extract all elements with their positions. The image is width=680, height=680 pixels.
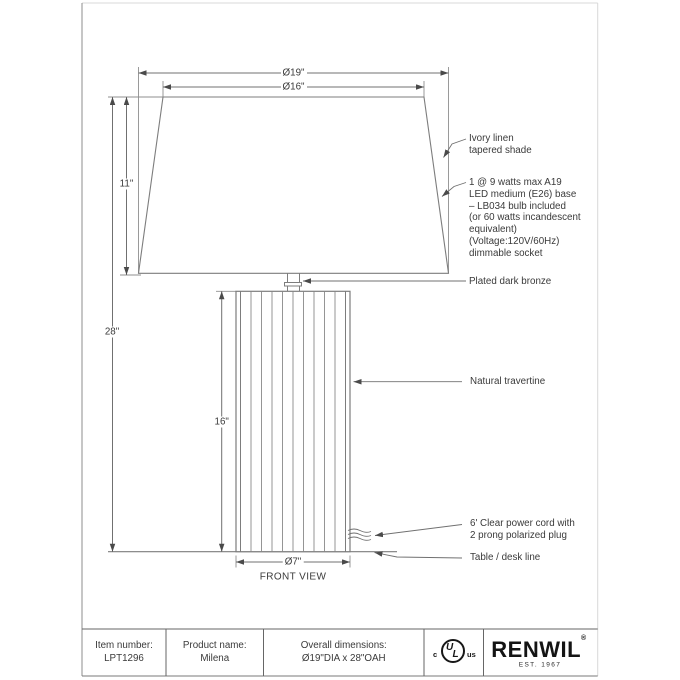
ul-mark-l: L	[452, 648, 459, 660]
annotation-bulb-line1: 1 @ 9 watts max A19	[469, 177, 562, 188]
annotation-cord	[470, 518, 575, 542]
lamp-neck-outline	[285, 273, 302, 291]
annotation-bulb-line2: LED medium (E26) base	[469, 188, 577, 200]
annotation-bulb-line7: dimmable socket	[469, 247, 543, 259]
leader-cord	[375, 525, 462, 536]
annotation-body: Natural travertine	[470, 376, 546, 387]
power-cord-squiggle	[348, 529, 371, 540]
ul-mark-u: U	[446, 641, 454, 653]
dim-label-shade-bottom-diameter: Ø16"	[282, 81, 305, 92]
lamp-body-outline	[236, 291, 350, 551]
overall-dimensions-value: Ø19"DIA x 28"OAH	[301, 652, 386, 664]
dim-label-shade-top-diameter: Ø19"	[282, 67, 305, 78]
lamp-shade-outline	[139, 97, 449, 273]
annotation-bulb-line4: (or 60 watts incandescent	[469, 212, 581, 224]
renwil-name: RENWIL	[491, 637, 582, 662]
title-block-item-number	[82, 629, 166, 676]
title-block-product-name	[166, 629, 264, 676]
product-name-label: Product name:	[182, 640, 247, 651]
title-block-overall-dimensions	[264, 629, 425, 676]
dim-label-base-diameter: Ø7"	[284, 556, 302, 568]
annotation-bulb	[469, 177, 581, 260]
renwil-registered-mark: ®	[581, 635, 587, 642]
renwil-est-1967: EST. 1967	[518, 661, 562, 669]
annotation-shade-line1: Ivory linen	[469, 133, 514, 144]
overall-dimensions-label: Overall dimensions:	[300, 640, 387, 651]
annotation-cord-line1: 6' Clear power cord with	[470, 518, 575, 529]
item-number-label: Item number:	[95, 640, 153, 651]
annotation-bulb-line5: equivalent)	[469, 224, 517, 236]
annotation-cord-line2: 2 prong polarized plug	[470, 529, 567, 541]
dim-label-body-height: 16"	[214, 416, 229, 427]
annotation-neck: Plated dark bronze	[469, 276, 552, 287]
ul-mark-c: c	[433, 650, 438, 659]
ul-mark-us: us	[467, 650, 476, 659]
annotation-shade-line2: tapered shade	[469, 144, 532, 156]
product-name-value: Milena	[200, 652, 230, 664]
annotation-bulb-line6: (Voltage:120V/60Hz)	[469, 235, 560, 247]
dim-label-overall-height: 28"	[104, 326, 120, 338]
annotation-table: Table / desk line	[470, 552, 541, 563]
leader-shade	[444, 139, 467, 158]
renwil-wordmark	[491, 637, 586, 663]
leader-table	[375, 553, 463, 559]
annotation-bulb-line3: – LB034 bulb included	[469, 200, 566, 212]
annotation-shade	[469, 133, 532, 157]
leader-bulb	[442, 183, 466, 197]
view-label: FRONT VIEW	[259, 571, 327, 583]
item-number-value: LPT1296	[104, 652, 144, 664]
dim-label-shade-height: 11"	[119, 178, 134, 190]
